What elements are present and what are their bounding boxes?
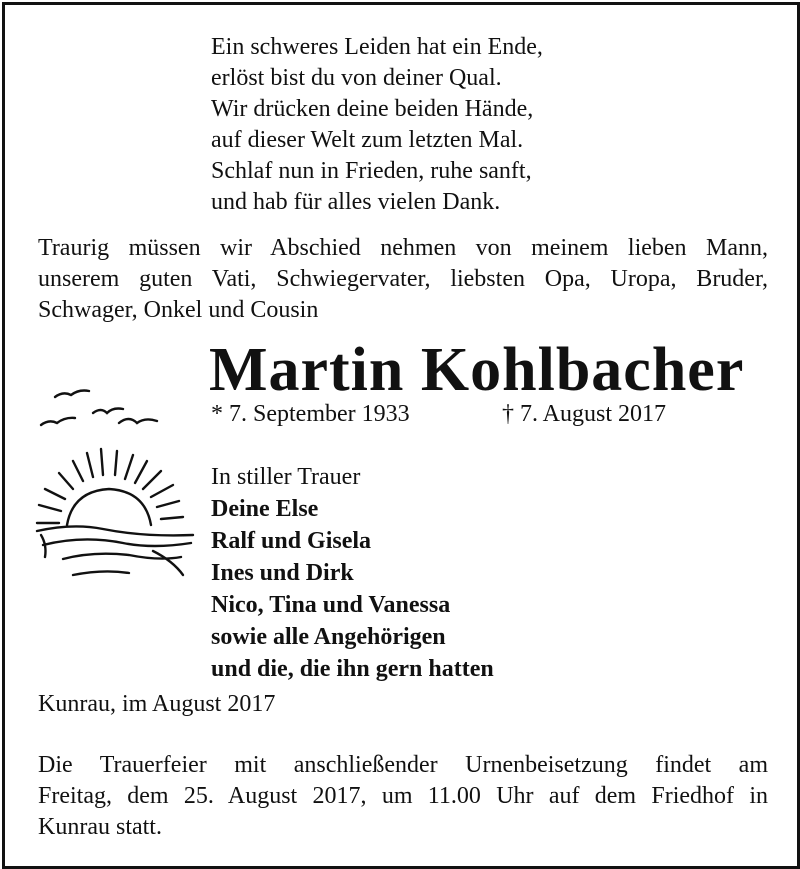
funeral-line: Freitag, dem 25. August 2017, um 11.00 Uhr auf dem Friedhof in <box>38 783 768 809</box>
funeral-line: Kunrau statt. <box>38 814 162 840</box>
sunset-birds-icon <box>33 385 203 585</box>
place-date: Kunrau, im August 2017 <box>38 691 276 717</box>
mourners-heading: In stiller Trauer <box>211 464 361 490</box>
intro-line: Traurig müssen wir Abschied nehmen von meinem lieben Mann, <box>38 235 768 261</box>
deceased-name: Martin Kohlbacher <box>209 336 745 404</box>
mourners <box>211 461 494 685</box>
mourner-name: und die, die ihn gern hatten <box>211 656 494 682</box>
poem-line: Ein schweres Leiden hat ein Ende, <box>211 34 543 60</box>
funeral-line: Die Trauerfeier mit anschließender Urnenbeisetzung findet am <box>38 752 768 778</box>
poem-line: und hab für alles vielen Dank. <box>211 189 501 215</box>
mourner-name: Deine Else <box>211 496 319 522</box>
death-date: † 7. August 2017 <box>502 401 667 427</box>
mourner-name: Nico, Tina und Vanessa <box>211 592 451 618</box>
obituary-notice <box>2 2 800 869</box>
poem <box>211 32 543 218</box>
mourner-name: Ines und Dirk <box>211 560 354 586</box>
intro-text <box>38 233 768 326</box>
mourner-name: sowie alle Angehörigen <box>211 624 446 650</box>
poem-line: Schlaf nun in Frieden, ruhe sanft, <box>211 158 532 184</box>
intro-line: unserem guten Vati, Schwiegervater, liebsten Opa, Uropa, Bruder, <box>38 266 768 292</box>
poem-line: Wir drücken deine beiden Hände, <box>211 96 534 122</box>
poem-line: auf dieser Welt zum letzten Mal. <box>211 127 524 153</box>
poem-line: erlöst bist du von deiner Qual. <box>211 65 502 91</box>
intro-line: Schwager, Onkel und Cousin <box>38 297 319 323</box>
mourner-name: Ralf und Gisela <box>211 528 372 554</box>
funeral-info <box>38 750 768 843</box>
birth-date: * 7. September 1933 <box>211 401 410 427</box>
